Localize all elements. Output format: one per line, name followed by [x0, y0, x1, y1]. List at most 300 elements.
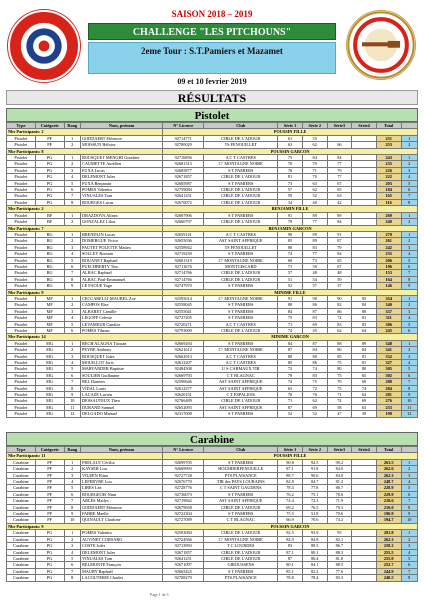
table-cell: 88.5 — [302, 543, 327, 549]
table-cell: 84.0 — [327, 466, 352, 472]
table-cell: 2 — [401, 302, 418, 308]
table-cell: 83 — [302, 315, 327, 321]
table-cell: 75.1 — [302, 491, 327, 497]
table-cell: AST SAINT AFFRIQUE — [204, 498, 278, 504]
table-cell: 66.9 — [278, 517, 303, 523]
table-cell: 332 — [376, 353, 401, 359]
table-cell: 74 — [278, 251, 303, 257]
table-cell: 92620151 — [163, 392, 204, 398]
table-cell: 92641251 — [163, 555, 204, 561]
table-cell: BEL Damien — [80, 379, 162, 385]
table-cell: 79 — [327, 167, 352, 173]
table-cell: 71 — [278, 398, 303, 404]
table-cell: 5 — [401, 180, 418, 186]
table-cell: 206 — [376, 257, 401, 263]
table-cell: 1 — [401, 530, 418, 536]
table-cell: PF — [35, 459, 64, 465]
table-cell: 2 — [401, 238, 418, 244]
table-cell: LEVAMEUR Candice — [80, 321, 162, 327]
club-logo-left — [8, 10, 80, 82]
table-cell: DESSAUTEUX Theo — [80, 398, 162, 404]
table-cell: 40 — [302, 199, 327, 205]
column-header: N° Licence — [163, 123, 204, 129]
table-cell: POMES Valentin — [80, 530, 162, 536]
table-cell: PF — [35, 491, 64, 497]
table-cell: 75 — [302, 379, 327, 385]
table-cell: 3 — [401, 308, 418, 314]
table-cell: PF — [35, 517, 64, 523]
column-header: N° Licence — [163, 447, 204, 453]
table-cell: PG — [35, 536, 64, 542]
table-cell: Pistolet — [7, 328, 36, 334]
table-cell: 72 — [327, 315, 352, 321]
table-cell: Carabine — [7, 517, 36, 523]
table-row — [7, 575, 418, 581]
table-cell: CAMPOS Elea — [80, 302, 162, 308]
table-cell: 89 — [327, 212, 352, 218]
table-cell: LEGOFF Celeste — [80, 315, 162, 321]
table-cell: 6 — [401, 372, 418, 378]
table-cell: 92766489 — [163, 398, 204, 404]
table-cell: 80 — [278, 244, 303, 250]
table-cell: KAYSER Lou — [80, 466, 162, 472]
table-cell: Pistolet — [7, 180, 36, 186]
table-cell: 153 — [376, 270, 401, 276]
table-cell: Pistolet — [7, 302, 36, 308]
table-cell: 84 — [352, 347, 377, 353]
table-cell: S T PAMIERS — [204, 340, 278, 346]
table-cell: 76.5 — [302, 504, 327, 510]
table-cell: 80.1 — [302, 549, 327, 555]
table-cell: PG — [35, 543, 64, 549]
table-cell: 92719239 — [163, 251, 204, 257]
table-cell: ALBARET Camille — [80, 308, 162, 314]
table-cell: BG — [35, 231, 64, 237]
club-logo-right — [346, 10, 416, 80]
column-header: Type — [7, 447, 36, 453]
table-cell: 51.8 — [302, 511, 327, 517]
table-cell: 1 — [64, 459, 80, 465]
table-cell: 4 — [64, 251, 80, 257]
table-cell: 92714766 — [163, 276, 204, 282]
table-cell: 81 — [352, 353, 377, 359]
table-cell: PG — [35, 187, 64, 193]
table-cell: 92558942 — [163, 244, 204, 250]
table-cell: AST SAINT AFFRIQUE — [204, 404, 278, 410]
table-cell: 92720271 — [163, 321, 204, 327]
table-cell: S T PAMIERS — [204, 411, 278, 417]
table-cell: GIROUSSENS — [204, 562, 278, 568]
table-cell: C° MONTAGNE NOIRE — [204, 295, 278, 301]
table-cell: 12 — [401, 411, 418, 417]
table-cell: 84 — [278, 308, 303, 314]
table-cell: 306 — [376, 321, 401, 327]
table-cell: 9 — [64, 511, 80, 517]
table-cell: 63 — [327, 193, 352, 199]
table-cell: 4 — [401, 549, 418, 555]
table-cell: ARLES Mailys — [80, 498, 162, 504]
table-cell: 5 — [64, 366, 80, 372]
table-cell: 3 — [64, 353, 80, 359]
table-cell: 52 — [278, 411, 303, 417]
table-cell: 92727089 — [163, 517, 204, 523]
table-cell: C T BLAGNAC — [204, 372, 278, 378]
table-cell: 1 — [401, 459, 418, 465]
table-cell: PF — [35, 511, 64, 517]
column-header: Rang — [64, 447, 80, 453]
table-cell: 11 — [64, 404, 80, 410]
table-cell: A C T CASTRES — [204, 360, 278, 366]
table-cell: BF — [35, 212, 64, 218]
table-cell: 6 — [64, 187, 80, 193]
table-cell: 92708279 — [163, 575, 204, 581]
table-cell: 74 — [327, 398, 352, 404]
table-cell: 92484508 — [163, 366, 204, 372]
table-cell: 92593084 — [163, 530, 204, 536]
table-cell: Pistolet — [7, 174, 36, 180]
table-cell: 80.1 — [278, 562, 303, 568]
table-cell: 255.0 — [376, 555, 401, 561]
table-cell: 52 — [302, 193, 327, 199]
table-cell: 1 — [401, 155, 418, 161]
table-cell: 62 — [302, 142, 327, 148]
table-cell: 2 — [401, 142, 418, 148]
table-cell: 86 — [327, 347, 352, 353]
column-header: Club — [204, 123, 278, 129]
table-cell: 92670072 — [163, 199, 204, 205]
season-title: SAISON 2018 – 2019 — [171, 9, 253, 19]
table-cell: PF — [35, 504, 64, 510]
table-cell: Carabine — [7, 549, 36, 555]
table-cell: 7 — [64, 193, 80, 199]
table-cell: 75 — [278, 315, 303, 321]
table-cell: 78.4 — [302, 575, 327, 581]
table-cell: 83 — [278, 543, 303, 549]
table-cell: 70.6 — [302, 517, 327, 523]
table-cell: 92655036 — [163, 238, 204, 244]
table-cell: 37 — [327, 283, 352, 289]
table-cell: PG — [35, 549, 64, 555]
table-cell: Carabine — [7, 555, 36, 561]
table-cell: 9 — [401, 392, 418, 398]
table-cell: Pistolet — [7, 270, 36, 276]
participants-count: Nbr Participants: 9 — [7, 289, 163, 295]
table-cell: 48 — [327, 270, 352, 276]
table-cell: TS FENOUILLET — [204, 142, 278, 148]
table-cell: 63 — [278, 142, 303, 148]
table-cell: 69 — [352, 398, 377, 404]
table-cell: Pistolet — [7, 366, 36, 372]
table-cell: POMES Tilman — [80, 328, 162, 334]
table-cell: U S CARMAUX TIR — [204, 366, 278, 372]
table-cell: PG — [35, 161, 64, 167]
table-cell: 7 — [64, 270, 80, 276]
table-cell: 87 — [327, 238, 352, 244]
table-cell: 92714771 — [163, 135, 204, 141]
table-cell: 65 — [327, 257, 352, 263]
table-cell: PG — [35, 174, 64, 180]
table-cell: 70.6 — [327, 511, 352, 517]
table-cell: FUXA Benjamin — [80, 180, 162, 186]
category-label: POUSSIN GARCON — [163, 148, 418, 154]
table-cell: 84.1 — [302, 562, 327, 568]
table-cell: 80 — [327, 366, 352, 372]
table-cell: 5 — [64, 180, 80, 186]
table-cell: 87 — [278, 555, 303, 561]
table-cell: 89 — [302, 231, 327, 237]
table-cell: 8 — [64, 199, 80, 205]
table-cell: Carabine — [7, 466, 36, 472]
table-cell: 337 — [376, 308, 401, 314]
table-cell: PAUTET POLETTE Matteo — [80, 244, 162, 250]
table-cell: 10 — [64, 517, 80, 523]
table-cell: CIBLE DE L'ADOUR — [204, 549, 278, 555]
column-header: Total — [376, 123, 401, 129]
table-cell: 2 — [64, 161, 80, 167]
table-cell: 92685987 — [163, 180, 204, 186]
table-cell: 262.3 — [376, 472, 401, 478]
table-cell: 91 — [278, 295, 303, 301]
table-cell: BG — [35, 251, 64, 257]
table-cell: 64 — [352, 392, 377, 398]
table-cell: 311 — [376, 315, 401, 321]
table-cell: 248.7 — [376, 479, 401, 485]
table-cell: 84.9 — [278, 536, 303, 542]
table-cell: 1 — [64, 155, 80, 161]
table-cell: Pistolet — [7, 340, 36, 346]
table-cell: 80 — [302, 353, 327, 359]
table-cell: 4 — [64, 479, 80, 485]
table-cell: 6 — [64, 491, 80, 497]
table-cell: S T PAMIERS — [204, 315, 278, 321]
table-cell: T C LOURDES — [204, 543, 278, 549]
table-cell: Carabine — [7, 568, 36, 574]
table-cell: PF — [35, 142, 64, 148]
category-label: MINIME FILLE — [163, 289, 418, 295]
table-cell: 194.7 — [376, 517, 401, 523]
table-cell: 242 — [376, 244, 401, 250]
table-cell: 196 — [376, 263, 401, 269]
table-cell: 5 — [401, 257, 418, 263]
table-cell: 261 — [376, 238, 401, 244]
table-cell: 253 — [376, 142, 401, 148]
table-cell: 66 — [327, 142, 352, 148]
table-cell: Pistolet — [7, 276, 36, 282]
table-cell: 39 — [352, 411, 377, 417]
table-cell: 87 — [278, 404, 303, 410]
table-cell: MF — [35, 302, 64, 308]
table-cell: 79 — [278, 219, 303, 225]
column-header: Catégorie — [35, 123, 64, 129]
table-cell: 42 — [327, 199, 352, 205]
table-cell: 87 — [278, 347, 303, 353]
table-cell: MG — [35, 411, 64, 417]
table-cell: 3 — [401, 472, 418, 478]
table-cell: PF — [35, 466, 64, 472]
table-cell: CIBLE DE L'ADOUR — [204, 174, 278, 180]
table-cell: 61 — [278, 135, 303, 141]
table-cell: 1 — [64, 231, 80, 237]
table-cell: 92728776 — [163, 485, 204, 491]
table-cell: 57 — [278, 270, 303, 276]
table-cell: FABRE Maelle — [80, 511, 162, 517]
table-cell: 57 — [278, 187, 303, 193]
table-cell: 89 — [302, 238, 327, 244]
table-cell: BOUANET Raphael — [80, 257, 162, 263]
table-cell: 90.6 — [302, 472, 327, 478]
table-cell: 92793009 — [163, 328, 204, 334]
table-cell: 270 — [376, 231, 401, 237]
table-cell: 75 — [278, 155, 303, 161]
table-cell: 87.1 — [278, 549, 303, 555]
table-cell: 65 — [352, 372, 377, 378]
table-cell: 8 — [401, 575, 418, 581]
column-header: Série3 — [327, 123, 352, 129]
results-heading: RÉSULTATS — [6, 90, 418, 105]
table-cell: 92722304 — [163, 511, 204, 517]
table-cell: BG — [35, 283, 64, 289]
table-cell: 74 — [278, 379, 303, 385]
table-cell: 92662913 — [163, 353, 204, 359]
participants-count: Nbr Participants: 2 — [7, 129, 163, 135]
table-cell: 92558045 — [163, 302, 204, 308]
table-cell: 10 — [401, 398, 418, 404]
table-cell: 77.8 — [302, 485, 327, 491]
column-header: Nom, prénom — [80, 123, 162, 129]
table-cell: 93.9 — [302, 530, 327, 536]
table-cell: 281 — [376, 392, 401, 398]
table-cell: 62 — [327, 328, 352, 334]
table-cell: 76.2 — [278, 491, 303, 497]
table-cell: Pistolet — [7, 161, 36, 167]
table-cell: 82.2 — [302, 568, 327, 574]
table-cell: 62 — [302, 398, 327, 404]
table-cell: MF — [35, 295, 64, 301]
table-cell: Pistolet — [7, 193, 36, 199]
table-cell: 4 — [64, 360, 80, 366]
table-cell: MG — [35, 372, 64, 378]
table-cell: Carabine — [7, 562, 36, 568]
table-cell: 84 — [302, 155, 327, 161]
table-cell: 2 — [64, 219, 80, 225]
table-cell: 258.2 — [376, 543, 401, 549]
table-cell: 63 — [352, 404, 377, 410]
table-cell: Pistolet — [7, 385, 36, 391]
table-cell: 69.2 — [278, 504, 303, 510]
table-cell: 92711676 — [163, 263, 204, 269]
table-cell: BG — [35, 244, 64, 250]
table-cell: 84.7 — [302, 479, 327, 485]
table-cell: 71 — [278, 321, 303, 327]
table-cell: AST SAINT AFFRIQUE — [204, 238, 278, 244]
table-cell: 2 — [401, 536, 418, 542]
table-cell: SOULIER Guillaume — [80, 372, 162, 378]
tour-banner — [88, 42, 336, 74]
table-cell: 85 — [278, 360, 303, 366]
table-cell: 92621612 — [163, 347, 204, 353]
column-header: Série4 — [352, 447, 377, 453]
table-cell: AST SAINT AFFRIQUE — [204, 385, 278, 391]
table-cell: 87.1 — [278, 466, 303, 472]
table-cell: 8 — [401, 504, 418, 510]
table-cell: 7 — [401, 568, 418, 574]
table-cell: 146 — [376, 283, 401, 289]
table-cell: 7 — [64, 568, 80, 574]
table-cell: 71 — [327, 392, 352, 398]
table-cell: 1 — [64, 135, 80, 141]
table-cell: CAUMETTE Aurélien — [80, 161, 162, 167]
table-cell: MG — [35, 353, 64, 359]
table-cell: 59 — [278, 193, 303, 199]
table-cell: 68 — [278, 257, 303, 263]
column-header: Série4 — [352, 123, 377, 129]
table-cell: Carabine — [7, 459, 36, 465]
table-cell: Carabine — [7, 543, 36, 549]
table-cell: 5 — [64, 555, 80, 561]
category-label: POUSSIN FILLE — [163, 129, 418, 135]
table-cell: 116 — [376, 199, 401, 205]
table-cell: 91 — [278, 212, 303, 218]
event-dates: 09 et 10 fevrier 2019 — [177, 77, 247, 86]
table-cell: 82.8 — [278, 479, 303, 485]
table-cell: PG — [35, 155, 64, 161]
table-cell: 62 — [302, 187, 327, 193]
table-cell: 8 — [401, 385, 418, 391]
table-cell: MG — [35, 379, 64, 385]
table-cell: A C T CASTRES — [204, 155, 278, 161]
table-cell: 70 — [278, 161, 303, 167]
table-cell: 92669993 — [163, 466, 204, 472]
table-cell: Pistolet — [7, 308, 36, 314]
table-cell: C T BLAGNAC — [204, 517, 278, 523]
table-cell: 79 — [327, 244, 352, 250]
table-cell: DRAZDOVA Alinea — [80, 212, 162, 218]
table-cell: 87 — [302, 340, 327, 346]
table-cell: LIBES Léa — [80, 485, 162, 491]
table-cell: Pistolet — [7, 411, 36, 417]
table-cell: 255.5 — [376, 549, 401, 555]
table-cell: 92612207 — [163, 360, 204, 366]
table-cell: 83 — [327, 321, 352, 327]
table-cell: 92555041 — [163, 308, 204, 314]
table-cell: 7 — [401, 270, 418, 276]
table-cell: DELEMONT Jules — [80, 549, 162, 555]
table-cell: 5 — [401, 366, 418, 372]
table-cell: 9 — [401, 511, 418, 517]
table-cell: 86 — [327, 308, 352, 314]
table-cell: 92700029 — [163, 142, 204, 148]
table-cell: 59 — [327, 276, 352, 282]
table-cell: 69 — [302, 404, 327, 410]
table-cell: 4 — [401, 251, 418, 257]
table-cell: 2 — [64, 536, 80, 542]
column-header: Total — [376, 447, 401, 453]
table-cell: PG — [35, 193, 64, 199]
table-cell: 5 — [401, 555, 418, 561]
table-cell: 9 — [64, 392, 80, 398]
table-cell: 63 — [278, 385, 303, 391]
table-cell: PG — [35, 167, 64, 173]
table-cell: MG — [35, 360, 64, 366]
participants-count: Nbr Participants: 11 — [7, 453, 163, 459]
table-cell: 81 — [278, 174, 303, 180]
table-cell: SOLLEY Romain — [80, 251, 162, 257]
table-cell: 244.9 — [376, 568, 401, 574]
table-cell: MF — [35, 308, 64, 314]
table-cell: PG — [35, 530, 64, 536]
table-cell: S T PAMIERS — [204, 459, 278, 465]
table-cell: 88.7 — [278, 472, 303, 478]
